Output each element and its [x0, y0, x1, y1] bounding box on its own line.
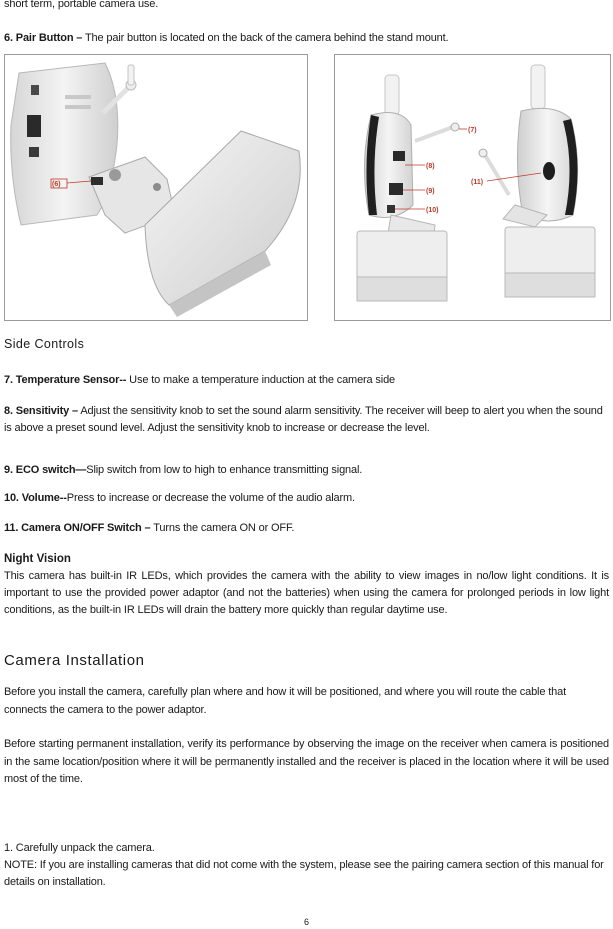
side-control-label: 8. Sensitivity – [4, 405, 79, 417]
side-control-text: Turns the camera ON or OFF. [150, 522, 295, 534]
callout-9: (9) [426, 188, 435, 195]
camera-installation-heading: Camera Installation [4, 652, 145, 669]
side-control-text: Slip switch from low to high to enhance transmitting signal. [86, 464, 363, 476]
intro-line: short term, portable camera use. [4, 0, 159, 10]
installation-paragraph-1: Before you install the camera, carefully plan where and how it will be positioned, and where you will route the cable that connects the camera to the power adaptor. [4, 686, 566, 716]
side-control-item-11 [4, 521, 609, 536]
side-control-text: Adjust the sensitivity knob to set the sound alarm sensitivity. The receiver will beep to alert you when the sound is above a preset sound level. Adjust the sensitivity knob to increase or decrease the level. [4, 405, 603, 434]
camera-side-illustration [335, 55, 610, 320]
side-control-label: 9. ECO switch— [4, 464, 87, 476]
page-number: 6 [303, 917, 309, 927]
installation-paragraph-2: Before starting permanent installation, verify its performance by observing the image on the receiver when camera is positioned in the same location/position where it will be permanently installed and the receiver is placed in the location where it will be used most of the time. [4, 738, 609, 785]
side-control-item-10 [4, 491, 609, 506]
pair-button-label: 6. Pair Button – [4, 32, 83, 44]
installation-step-1: 1. Carefully unpack the camera. [4, 842, 155, 854]
night-vision-heading: Night Vision [4, 553, 71, 565]
callout-7: (7) [468, 127, 477, 134]
side-control-text: Use to make a temperature induction at the camera side [126, 374, 396, 386]
camera-rear-photo [4, 54, 308, 321]
side-control-item-7 [4, 373, 609, 388]
callout-11: (11) [471, 179, 484, 186]
side-control-label: 11. Camera ON/OFF Switch – [4, 522, 151, 534]
side-control-item-8 [4, 403, 609, 436]
callout-8: (8) [426, 163, 435, 170]
camera-side-photo [334, 54, 611, 321]
side-control-label: 10. Volume-- [4, 492, 67, 504]
camera-rear-illustration [5, 55, 307, 320]
installation-note: NOTE: If you are installing cameras that did not come with the system, please see the pairing camera section of this manual for details on installation. [4, 859, 604, 888]
callout-10: (10) [426, 207, 439, 214]
side-controls-heading: Side Controls [4, 337, 85, 351]
callout-6: (6) [52, 181, 61, 188]
side-control-label: 7. Temperature Sensor-- [4, 374, 127, 386]
side-control-item-9 [4, 463, 609, 478]
pair-button-text: The pair button is located on the back of the camera behind the stand mount. [82, 32, 449, 44]
side-control-text: Press to increase or decrease the volume of the audio alarm. [66, 492, 355, 504]
pair-button-paragraph [4, 31, 609, 46]
night-vision-paragraph: This camera has built-in IR LEDs, which provides the camera with the ability to view images in no/low light conditions. It is important to use the provided power adaptor (and not the batteries) when using the camera for prolonged periods in low light conditions, as the built-in IR LEDs will drain the battery more quickly than regular daytime use. [4, 570, 609, 616]
